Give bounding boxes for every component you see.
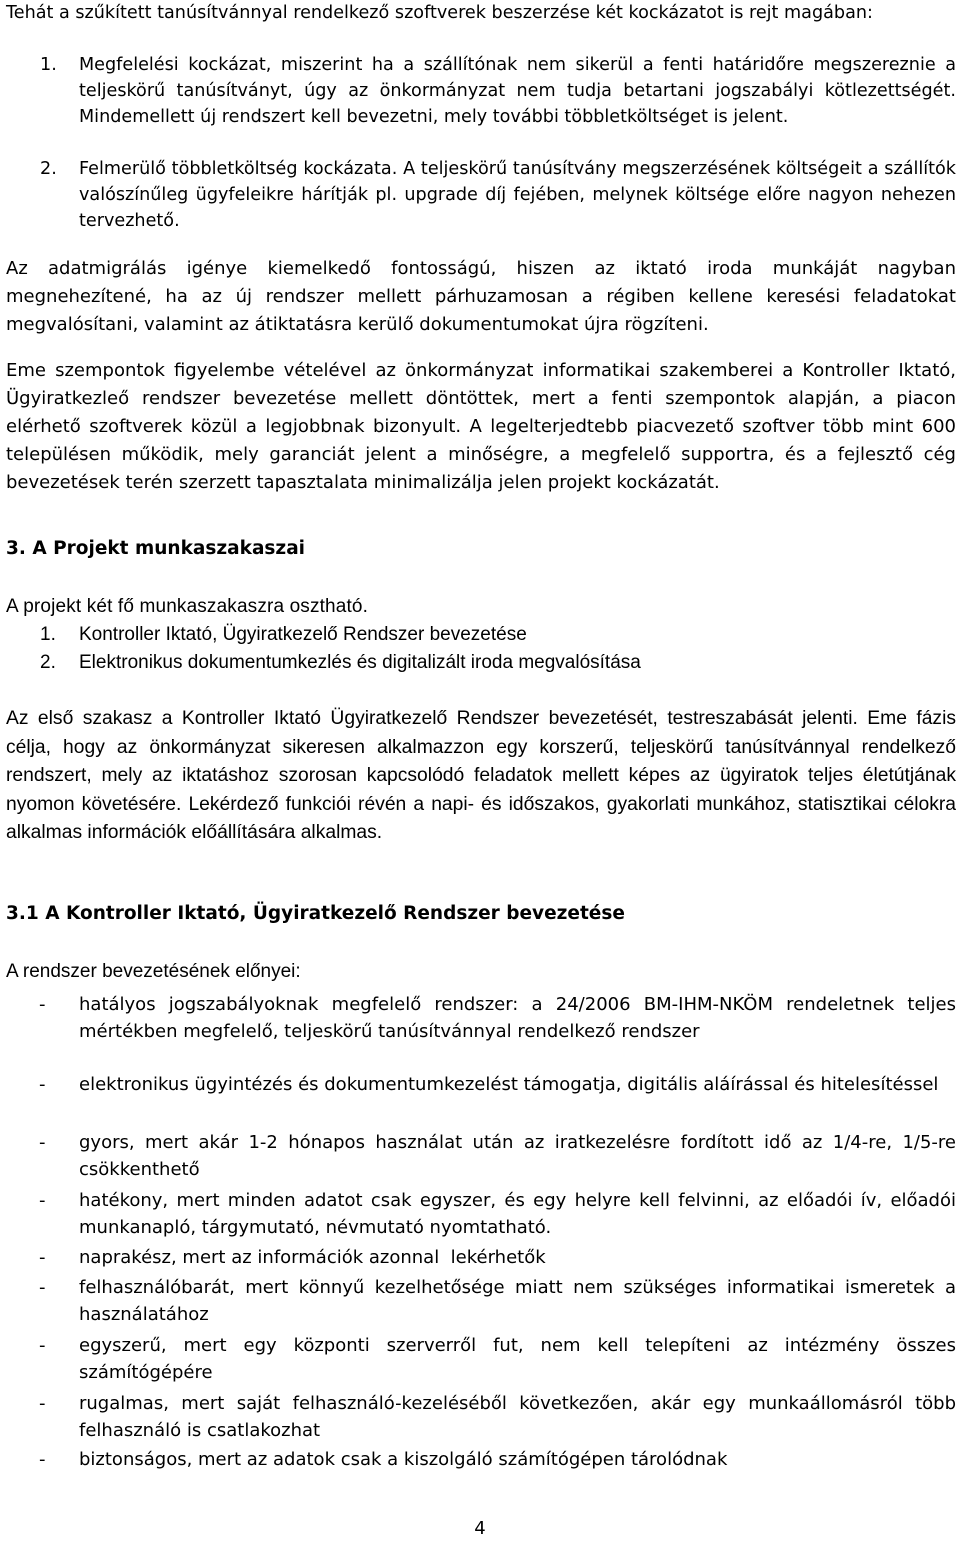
benefit-text: rugalmas, mert saját felhasználó-kezeléséből következően, akár egy munkaállomásról több felhasználó is csatlakozhat [79,1393,956,1441]
list-text: Kontroller Iktató, Ügyiratkezelő Rendszer bevezetése [79,624,527,645]
benefit-item [6,1391,956,1447]
list-dash: - [39,1393,46,1414]
benefit-item [6,1245,956,1275]
list-text: Megfelelési kockázat, miszerint ha a szállítónak nem sikerül a fenti határidőre megszereznie a teljeskörű tanúsítványt, úgy az önkormányzat nem tudja betartani jogszabályi kötlezettségét. Mindemellett új rendszert kell bevezetni, mely további többletköltséget is jelent. [79,55,956,127]
benefit-text: naprakész, mert az információk azonnal lekérhetők [79,1247,546,1268]
list-number: 2. [40,159,57,179]
section-3-item-2 [6,649,956,677]
benefit-item [6,1130,956,1188]
section-3-paragraph: Az első szakasz a Kontroller Iktató Ügyiratkezelő Rendszer bevezetését, testreszabását jelenti. Eme fázis célja, hogy az önkormányzat sikeresen alkalmazzon egy korszerű, teljeskörű tanúsítvánnyal rendelkező rendszert, mely az iktatáshoz szorosan kapcsolódó feladatok mellett képes az ügyiratok teljes életútjának nyomon követésére. Lekérdező funkciói révén a napi- és időszakos, gyakorlati munkához, statisztikai célokra alkalmas információk előállítására alkalmas. [6,708,956,844]
intro-paragraph: Tehát a szűkített tanúsítvánnyal rendelkező szoftverek beszerzése két kockázatot is rejt magában: [6,3,873,23]
section-3-intro: A projekt két fő munkaszakaszra osztható. [6,596,369,617]
benefit-text: egyszerű, mert egy központi szerverről fut, nem kell telepíteni az intézmény összes számítógépére [79,1335,956,1383]
list-dash: - [39,1132,46,1153]
section-3-item-1 [6,621,956,649]
benefit-item [6,1275,956,1333]
list-dash: - [39,1449,46,1470]
benefit-item [6,1447,956,1477]
list-dash: - [39,1074,46,1095]
intro-list-item-2 [6,156,956,234]
benefits-list [6,992,956,1477]
benefit-text: biztonságos, mert az adatok csak a kiszolgáló számítógépen tárolódnak [79,1449,728,1470]
list-dash: - [39,1335,46,1356]
list-number: 1. [40,624,56,645]
benefit-item [6,1333,956,1391]
list-dash: - [39,994,46,1015]
benefit-item [6,992,956,1070]
decision-paragraph: Eme szempontok figyelembe vételével az önkormányzat informatikai szakemberei a Kontroller Iktató, Ügyiratkezleő rendszer bevezetése mellett döntöttek, mert a fenti szempontok alapján, a piacon elérhető szoftverek közül a legjobbnak bizonyult. A legelterjedtebb piacvezető szoftver több mint 600 településen működik, mely garanciát jelent a minőségre, a megfelelő supportra, és a fejlesztő cég bevezetések terén szerzett tapasztalata minimalizálja jelen projekt kockázatát. [6,360,956,493]
list-dash: - [39,1190,46,1211]
section-3-1-intro: A rendszer bevezetésének előnyei: [6,961,301,982]
benefit-item [6,1188,956,1245]
intro-list-item-1 [6,52,956,130]
benefit-text: hatályos jogszabályoknak megfelelő rendszer: a 24/2006 BM-IHM-NKÖM rendeletnek teljes mértékben megfelelő, teljeskörű tanúsítvánnyal rendelkező rendszer [79,994,956,1042]
list-text: Felmerülő többletköltség kockázata. A teljeskörű tanúsítvány megszerzésének költségeit a szállítók valószínűleg ügyfeleikre hárítják pl. upgrade díj fejében, melynek költsége előre nagyon nehezen tervezhető. [79,159,956,231]
list-number: 2. [40,652,56,673]
list-number: 1. [40,55,57,75]
page-number: 4 [474,1518,486,1539]
benefit-item [6,1072,956,1130]
benefit-text: hatékony, mert minden adatot csak egyszer, és egy helyre kell felvinni, az előadói ív, előadói munkanapló, tárgymutató, névmutató nyomtatható. [79,1190,956,1238]
section-3-1-heading: 3.1 A Kontroller Iktató, Ügyiratkezelő Rendszer bevezetése [6,903,625,924]
benefit-text: elektronikus ügyintézés és dokumentumkezelést támogatja, digitális aláírással és hitelesítéssel [79,1074,939,1095]
list-dash: - [39,1277,46,1298]
benefit-text: gyors, mert akár 1-2 hónapos használat után az iratkezelésre fordított idő az 1/4-re, 1/5-re csökkenthető [79,1132,956,1180]
list-text: Elektronikus dokumentumkezlés és digitalizált iroda megvalósítása [79,652,641,673]
migration-paragraph: Az adatmigrálás igénye kiemelkedő fontosságú, hiszen az iktató iroda munkáját nagyban megnehezítené, ha az új rendszer mellett párhuzamosan a régiben kellene keresési feladatokat megvalósítani, valamint az átiktatásra kerülő dokumentumokat újra rögzíteni. [6,258,956,335]
section-3-heading: 3. A Projekt munkaszakaszai [6,538,306,559]
benefit-text: felhasználóbarát, mert könnyű kezelhetősége miatt nem szükséges informatikai ismeretek a használatához [79,1277,956,1325]
list-dash: - [39,1247,46,1268]
